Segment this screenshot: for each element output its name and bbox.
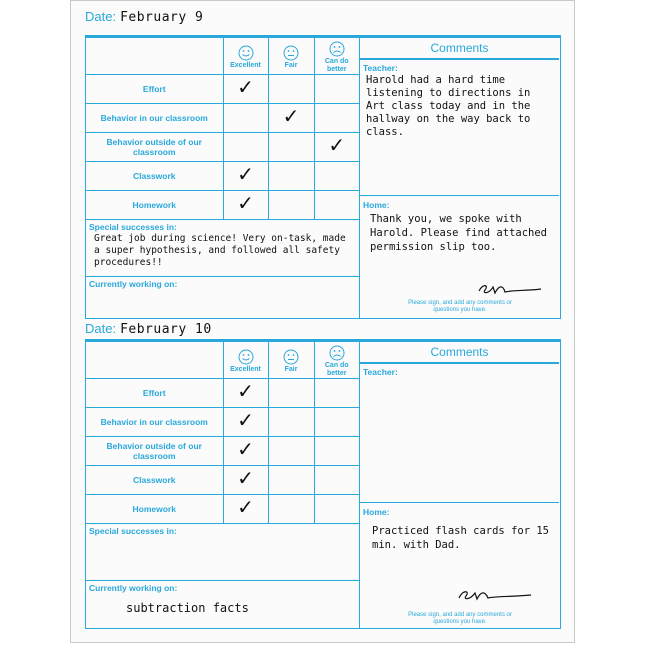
row-label: Homework (86, 495, 223, 524)
rating-row-behavior-in-classroom (86, 104, 359, 133)
special-successes-box (86, 523, 359, 580)
rating-cell-fair (268, 162, 314, 191)
rating-table (86, 38, 359, 220)
rating-row-classwork (86, 162, 359, 191)
column-label: Excellent (230, 366, 261, 373)
rating-cell-can-do-better (314, 495, 359, 524)
frown-face-icon (329, 345, 345, 361)
report-frame (85, 35, 561, 319)
progress-report-sheet (70, 0, 575, 643)
check-mark-icon: ✓ (237, 162, 254, 186)
comments-area (359, 342, 559, 629)
check-mark-icon: ✓ (237, 191, 254, 215)
parent-signature-icon (455, 586, 535, 604)
day-section-2 (85, 321, 561, 631)
row-label: Effort (86, 75, 223, 104)
column-label: Can do better (324, 58, 349, 73)
currently-working-label: Currently working on: (89, 279, 178, 289)
rating-cell-fair (268, 408, 314, 437)
special-successes-label: Special successes in: (89, 526, 177, 536)
frown-face-icon (329, 41, 345, 57)
rating-cell-fair (268, 466, 314, 495)
rating-cell-fair (268, 133, 314, 162)
home-comment-text: Thank you, we spoke with Harold. Please find attached permission slip too. (370, 213, 548, 253)
date-value: February 9 (120, 10, 204, 25)
rating-header-row (86, 342, 359, 379)
date-row (85, 9, 203, 29)
comments-title: Comments (360, 38, 559, 60)
rating-cell-can-do-better (314, 133, 359, 162)
row-label: Behavior in our classroom (86, 408, 223, 437)
rating-row-effort (86, 75, 359, 104)
rating-cell-excellent (223, 133, 268, 162)
sign-note: Please sign, and add any comments or questions you have. (408, 300, 512, 313)
date-row (85, 321, 212, 341)
neutral-face-icon (283, 349, 299, 365)
check-mark-icon: ✓ (237, 437, 254, 461)
rating-row-effort (86, 379, 359, 408)
column-label: Excellent (230, 62, 261, 69)
rating-cell-fair (268, 495, 314, 524)
row-label: Classwork (86, 162, 223, 191)
teacher-label: Teacher: (363, 367, 398, 377)
rating-cell-fair (268, 75, 314, 104)
date-value: February 10 (120, 322, 212, 337)
column-label: Fair (284, 62, 298, 69)
special-successes-box (86, 219, 359, 276)
rating-cell-can-do-better (314, 437, 359, 466)
row-label: Homework (86, 191, 223, 220)
currently-working-text: subtraction facts (126, 601, 249, 615)
column-header-excellent (223, 342, 268, 379)
rating-cell-excellent (223, 162, 268, 191)
report-frame (85, 339, 561, 629)
neutral-face-icon (283, 45, 299, 61)
date-label: Date: (85, 321, 117, 336)
currently-working-box (86, 580, 359, 630)
home-label: Home: (363, 200, 390, 210)
rating-cell-excellent (223, 104, 268, 133)
date-label: Date: (85, 9, 117, 24)
home-divider (360, 195, 559, 196)
smiley-face-icon (238, 349, 254, 365)
blank-header-cell (86, 342, 223, 379)
rating-area (86, 38, 359, 289)
row-label: Behavior in our classroom (86, 104, 223, 133)
column-header-excellent (223, 38, 268, 75)
rating-cell-can-do-better (314, 191, 359, 220)
special-successes-text: Great job during science! Very on-task, made a super hypothesis, and followed all safety procedures!! (94, 233, 346, 268)
check-mark-icon: ✓ (237, 75, 254, 99)
rating-row-behavior-in-classroom (86, 408, 359, 437)
rating-area (86, 342, 359, 615)
row-label: Classwork (86, 466, 223, 495)
rating-cell-excellent (223, 437, 268, 466)
rating-cell-can-do-better (314, 408, 359, 437)
check-mark-icon: ✓ (282, 104, 300, 128)
home-divider (360, 502, 559, 503)
row-label: Behavior outside of our classroom (86, 437, 223, 466)
special-successes-label: Special successes in: (89, 222, 177, 232)
check-mark-icon: ✓ (328, 133, 346, 157)
check-mark-icon: ✓ (237, 466, 254, 490)
row-label: Behavior outside of our classroom (86, 133, 223, 162)
rating-row-behavior-outside-classroom (86, 437, 359, 466)
day-section-1 (85, 9, 561, 319)
home-label: Home: (363, 507, 390, 517)
column-header-fair (268, 342, 314, 379)
home-comment-text: Practiced flash cards for 15 min. with Dad. (372, 525, 550, 551)
column-label: Fair (284, 366, 298, 373)
comments-title: Comments (360, 342, 559, 364)
rating-cell-fair (268, 437, 314, 466)
column-label: Can do better (324, 362, 349, 377)
rating-cell-can-do-better (314, 75, 359, 104)
column-header-fair (268, 38, 314, 75)
rating-cell-fair (268, 379, 314, 408)
rating-cell-can-do-better (314, 379, 359, 408)
sign-note: Please sign, and add any comments or questions you have. (408, 612, 512, 625)
rating-cell-excellent (223, 408, 268, 437)
teacher-label: Teacher: (363, 63, 398, 73)
currently-working-box (86, 276, 359, 320)
rating-cell-excellent (223, 191, 268, 220)
column-header-can-do-better (314, 342, 359, 379)
comments-area (359, 38, 559, 319)
rating-cell-can-do-better (314, 466, 359, 495)
check-mark-icon: ✓ (237, 379, 254, 403)
rating-cell-can-do-better (314, 104, 359, 133)
row-label: Effort (86, 379, 223, 408)
rating-table (86, 342, 359, 524)
rating-cell-excellent (223, 379, 268, 408)
column-header-can-do-better (314, 38, 359, 75)
rating-cell-fair (268, 104, 314, 133)
rating-row-behavior-outside-classroom (86, 133, 359, 162)
rating-header-row (86, 38, 359, 75)
rating-row-homework (86, 495, 359, 524)
rating-cell-excellent (223, 466, 268, 495)
check-mark-icon: ✓ (237, 408, 254, 432)
rating-cell-fair (268, 191, 314, 220)
currently-working-label: Currently working on: (89, 583, 178, 593)
teacher-comment-text: Harold had a hard time listening to directions in Art class today and in the hallway on the way back to class. (366, 74, 531, 138)
check-mark-icon: ✓ (237, 495, 254, 519)
rating-cell-can-do-better (314, 162, 359, 191)
rating-row-classwork (86, 466, 359, 495)
blank-header-cell (86, 38, 223, 75)
parent-signature-icon (475, 281, 545, 297)
rating-cell-excellent (223, 75, 268, 104)
smiley-face-icon (238, 45, 254, 61)
rating-row-homework (86, 191, 359, 220)
rating-cell-excellent (223, 495, 268, 524)
